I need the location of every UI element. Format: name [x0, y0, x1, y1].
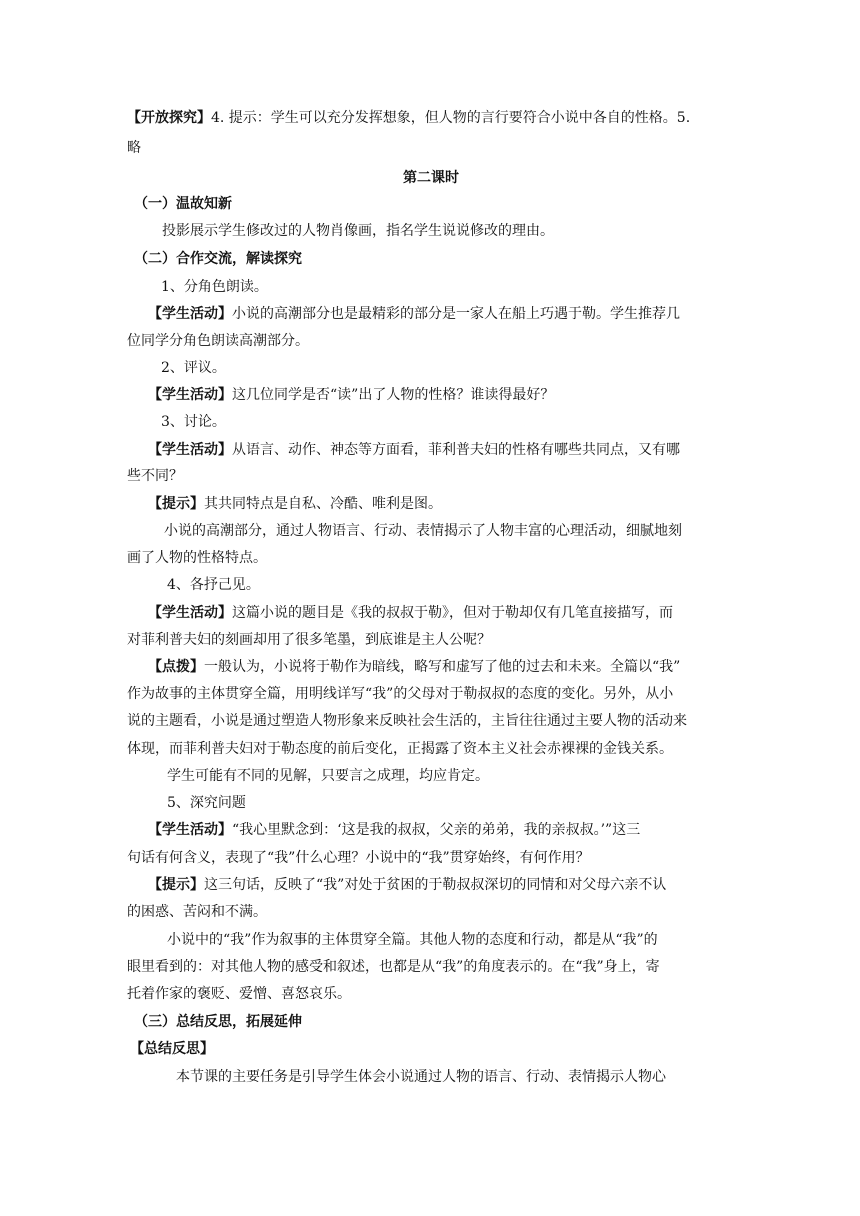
paragraph-line: 句话有何含义，表现了“我”什么心理？小说中的“我”贯穿始终，有何作用？: [127, 850, 590, 866]
heading-cooperation: （二）合作交流，解读探究: [134, 251, 302, 267]
paragraph-text: 从语言、动作、神态等方面看，菲利普夫妇的性格有哪些共同点，又有哪: [232, 442, 680, 458]
paragraph-line: 眼里看到的：对其他人物的感受和叙述，也都是从“我”的角度表示的。在“我”身上，寄: [127, 959, 660, 975]
bracket-label: 【提示】: [148, 496, 204, 512]
open-inquiry-paragraph-line-2: 略: [127, 140, 141, 156]
paragraph-line: 学生可能有不同的见解，只要言之成理，均应肯定。: [167, 768, 489, 784]
paragraph-line: 小说中的“我”作为叙事的主体贯穿全篇。其他人物的态度和行动，都是从“我”的: [167, 932, 658, 948]
open-inquiry-paragraph-line-1: [127, 108, 735, 128]
paragraph-line: 些不同？: [127, 468, 183, 484]
bracket-label: 【提示】: [148, 877, 204, 893]
paragraph-line: [148, 385, 735, 405]
paragraph-line: 说的主题看，小说是通过塑造人物形象来反映社会生活的，主旨往往通过主要人物的活动来: [127, 713, 687, 729]
paragraph-line: [148, 440, 735, 460]
paragraph-line: [148, 603, 735, 623]
paragraph-text: 这几位同学是否“读”出了人物的性格？谁读得最好？: [232, 387, 555, 403]
bracket-label: 【学生活动】: [148, 387, 232, 403]
paragraph-line: 的困惑、苦闷和不满。: [127, 904, 267, 920]
paragraph-line: [148, 304, 735, 324]
paragraph-text: 4. 提示：学生可以充分发挥想象，但人物的言行要符合小说中各自的性格。5.: [211, 110, 691, 126]
paragraph-line: 本节课的主要任务是引导学生体会小说通过人物的语言、行动、表情揭示人物心: [176, 1069, 666, 1085]
paragraph-text: 一般认为，小说将于勒作为暗线，略写和虚写了他的过去和未来。全篇以“我”: [204, 659, 681, 675]
bracket-label: 【开放探究】: [127, 110, 211, 126]
paragraph-line: 小说的高潮部分，通过人物语言、行动、表情揭示了人物丰富的心理活动，细腻地刻: [164, 523, 682, 539]
paragraph-line: 对菲利普夫妇的刻画却用了很多笔墨，到底谁是主人公呢？: [127, 632, 491, 648]
step-item: 1、分角色朗读。: [161, 279, 268, 295]
paragraph-text: 这篇小说的题目是《我的叔叔于勒》，但对于勒却仅有几笔直接描写，而: [232, 605, 673, 621]
paragraph-line: 体现，而菲利普夫妇对于勒态度的前后变化，正揭露了资本主义社会赤裸裸的金钱关系。: [127, 741, 673, 757]
paragraph-line: 位同学分角色朗读高潮部分。: [127, 333, 309, 349]
bracket-label: 【学生活动】: [148, 822, 232, 838]
summary-label: 【总结反思】: [130, 1041, 214, 1057]
bracket-label: 【点拨】: [148, 659, 204, 675]
paragraph-line: 投影展示学生修改过的人物肖像画，指名学生说说修改的理由。: [162, 223, 554, 239]
bracket-label: 【学生活动】: [148, 442, 232, 458]
paragraph-line: 作为故事的主体贯穿全篇，用明线详写“我”的父母对于勒叔叔的态度的变化。另外，从小: [127, 686, 674, 702]
step-item: 3、讨论。: [161, 414, 226, 430]
paragraph-line: 画了人物的性格特点。: [127, 550, 267, 566]
section-title: 第二课时: [403, 170, 459, 186]
heading-summary: （三）总结反思，拓展延伸: [134, 1014, 302, 1030]
step-item: 5、深究问题: [167, 795, 246, 811]
paragraph-line: 托着作家的褒贬、爱憎、喜怒哀乐。: [127, 986, 351, 1002]
paragraph-text: 其共同特点是自私、冷酷、唯利是图。: [204, 496, 442, 512]
paragraph-line: [148, 820, 735, 840]
step-item: 4、各抒己见。: [167, 577, 260, 593]
paragraph-text: 小说的高潮部分也是最精彩的部分是一家人在船上巧遇于勒。学生推荐几: [232, 306, 680, 322]
step-item: 2、评议。: [161, 360, 226, 376]
paragraph-text: 这三句话，反映了“我”对处于贫困的于勒叔叔深切的同情和对父母六亲不认: [204, 877, 667, 893]
heading-review: （一）温故知新: [134, 196, 232, 212]
paragraph-line: [148, 657, 735, 677]
paragraph-line: [148, 494, 735, 514]
paragraph-line: [148, 875, 735, 895]
paragraph-text: “我心里默念到：‘这是我的叔叔，父亲的弟弟，我的亲叔叔。’”这三: [232, 822, 641, 838]
bracket-label: 【学生活动】: [148, 605, 232, 621]
bracket-label: 【学生活动】: [148, 306, 232, 322]
